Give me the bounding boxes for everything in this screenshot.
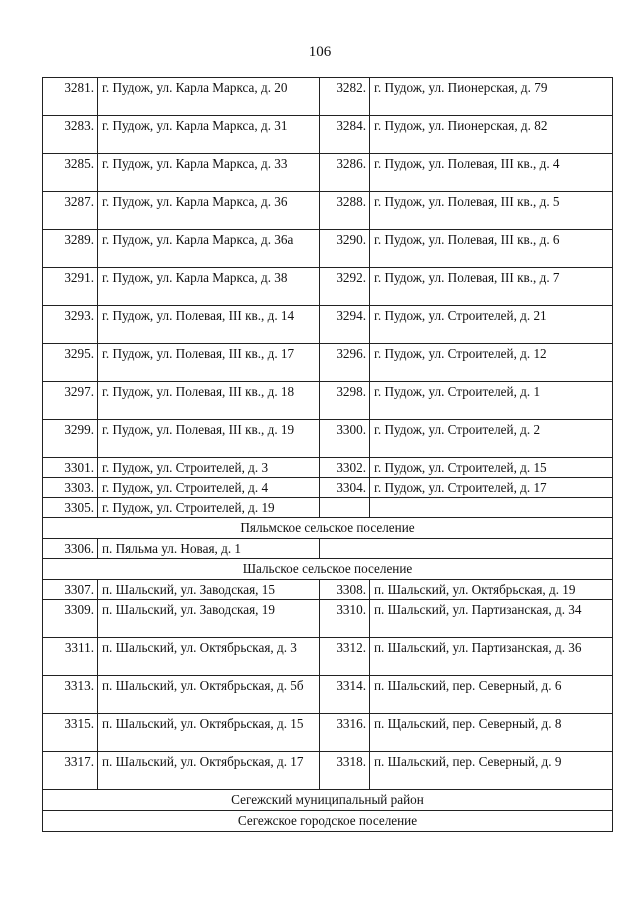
entry-number: 3292. (320, 268, 370, 306)
table-row (43, 306, 613, 344)
entry-number: 3315. (43, 714, 98, 752)
entry-number: 3293. (43, 306, 98, 344)
entry-number: 3297. (43, 382, 98, 420)
section-title: Сегежское городское поселение (43, 811, 613, 832)
entry-address: г. Пудож, ул. Полевая, III кв., д. 19 (98, 420, 320, 458)
entry-number: 3287. (43, 192, 98, 230)
entry-number: 3304. (320, 478, 370, 498)
entry-address: г. Пудож, ул. Полевая, III кв., д. 17 (98, 344, 320, 382)
section-title: Пяльмское сельское поселение (43, 518, 613, 539)
entry-address: г. Пудож, ул. Полевая, III кв., д. 18 (98, 382, 320, 420)
table-row (43, 714, 613, 752)
entry-number: 3291. (43, 268, 98, 306)
entry-address: г. Пудож, ул. Карла Маркса, д. 36а (98, 230, 320, 268)
table-row (43, 458, 613, 478)
entry-number (320, 498, 370, 518)
table-row (43, 498, 613, 518)
table-row (43, 382, 613, 420)
entry-address: п. Шальский, ул. Заводская, 15 (98, 580, 320, 600)
entry-number: 3283. (43, 116, 98, 154)
table-row (43, 116, 613, 154)
entry-number: 3310. (320, 600, 370, 638)
entry-number: 3285. (43, 154, 98, 192)
entry-address: п. Шальский, пер. Северный, д. 9 (370, 752, 613, 790)
table-row (43, 676, 613, 714)
entry-address: п. Шальский, ул. Октябрьская, д. 15 (98, 714, 320, 752)
entry-number: 3307. (43, 580, 98, 600)
entry-address: г. Пудож, ул. Строителей, д. 1 (370, 382, 613, 420)
table-row (43, 580, 613, 600)
table-row (43, 78, 613, 116)
entry-address: г. Пудож, ул. Пионерская, д. 82 (370, 116, 613, 154)
entry-number: 3316. (320, 714, 370, 752)
entry-number: 3318. (320, 752, 370, 790)
entry-address: п. Шальский, ул. Октябрьская, д. 19 (370, 580, 613, 600)
table-row (43, 268, 613, 306)
entry-number: 3299. (43, 420, 98, 458)
section-header-row (43, 559, 613, 580)
entry-number: 3301. (43, 458, 98, 478)
entry-number: 3288. (320, 192, 370, 230)
entry-number: 3295. (43, 344, 98, 382)
entry-address: г. Пудож, ул. Пионерская, д. 79 (370, 78, 613, 116)
section-header-row (43, 518, 613, 539)
entry-address: г. Пудож, ул. Строителей, д. 12 (370, 344, 613, 382)
table-row (43, 539, 613, 559)
section-header-row (43, 811, 613, 832)
address-table-body (43, 78, 613, 832)
entry-number: 3282. (320, 78, 370, 116)
entry-number: 3289. (43, 230, 98, 268)
entry-address: г. Пудож, ул. Полевая, III кв., д. 14 (98, 306, 320, 344)
entry-number: 3286. (320, 154, 370, 192)
entry-address: г. Пудож, ул. Строителей, д. 21 (370, 306, 613, 344)
entry-address: г. Пудож, ул. Полевая, III кв., д. 4 (370, 154, 613, 192)
empty-cell (320, 539, 613, 559)
address-table (42, 77, 613, 832)
entry-address: г. Пудож, ул. Строителей, д. 19 (98, 498, 320, 518)
entry-number: 3312. (320, 638, 370, 676)
table-row (43, 230, 613, 268)
section-title: Сегежский муниципальный район (43, 790, 613, 811)
entry-number: 3308. (320, 580, 370, 600)
table-row (43, 154, 613, 192)
entry-number: 3290. (320, 230, 370, 268)
entry-address: г. Пудож, ул. Карла Маркса, д. 20 (98, 78, 320, 116)
entry-number: 3294. (320, 306, 370, 344)
entry-number: 3300. (320, 420, 370, 458)
entry-address: г. Пудож, ул. Карла Маркса, д. 33 (98, 154, 320, 192)
entry-address: п. Шальский, ул. Октябрьская, д. 17 (98, 752, 320, 790)
entry-number: 3317. (43, 752, 98, 790)
table-row (43, 752, 613, 790)
entry-address: г. Пудож, ул. Карла Маркса, д. 36 (98, 192, 320, 230)
entry-number: 3302. (320, 458, 370, 478)
entry-address: п. Щальский, пер. Северный, д. 8 (370, 714, 613, 752)
entry-number: 3281. (43, 78, 98, 116)
entry-address: г. Пудож, ул. Строителей, д. 17 (370, 478, 613, 498)
entry-address: г. Пудож, ул. Строителей, д. 3 (98, 458, 320, 478)
entry-number: 3314. (320, 676, 370, 714)
entry-number: 3311. (43, 638, 98, 676)
entry-address: г. Пудож, ул. Полевая, III кв., д. 7 (370, 268, 613, 306)
entry-number: 3296. (320, 344, 370, 382)
table-row (43, 420, 613, 458)
entry-number: 3309. (43, 600, 98, 638)
entry-address: п. Пяльма ул. Новая, д. 1 (98, 539, 320, 559)
entry-number: 3298. (320, 382, 370, 420)
entry-address (370, 498, 613, 518)
entry-address: г. Пудож, ул. Строителей, д. 2 (370, 420, 613, 458)
entry-address: п. Шальский, пер. Северный, д. 6 (370, 676, 613, 714)
page-number: 106 (308, 44, 332, 60)
entry-address: п. Шальский, ул. Партизанская, д. 34 (370, 600, 613, 638)
entry-number: 3284. (320, 116, 370, 154)
section-title: Шальское сельское поселение (43, 559, 613, 580)
table-row (43, 600, 613, 638)
entry-address: г. Пудож, ул. Строителей, д. 15 (370, 458, 613, 478)
entry-address: п. Шальский, ул. Партизанская, д. 36 (370, 638, 613, 676)
entry-address: п. Шальский, ул. Октябрьская, д. 5б (98, 676, 320, 714)
entry-address: п. Шальский, ул. Заводская, 19 (98, 600, 320, 638)
entry-address: г. Пудож, ул. Карла Маркса, д. 31 (98, 116, 320, 154)
entry-address: г. Пудож, ул. Строителей, д. 4 (98, 478, 320, 498)
entry-number: 3306. (43, 539, 98, 559)
entry-address: п. Шальский, ул. Октябрьская, д. 3 (98, 638, 320, 676)
table-row (43, 344, 613, 382)
table-row (43, 638, 613, 676)
table-row (43, 192, 613, 230)
table-row (43, 478, 613, 498)
entry-number: 3313. (43, 676, 98, 714)
entry-address: г. Пудож, ул. Полевая, III кв., д. 5 (370, 192, 613, 230)
entry-number: 3305. (43, 498, 98, 518)
entry-number: 3303. (43, 478, 98, 498)
entry-address: г. Пудож, ул. Карла Маркса, д. 38 (98, 268, 320, 306)
entry-address: г. Пудож, ул. Полевая, III кв., д. 6 (370, 230, 613, 268)
section-header-row (43, 790, 613, 811)
